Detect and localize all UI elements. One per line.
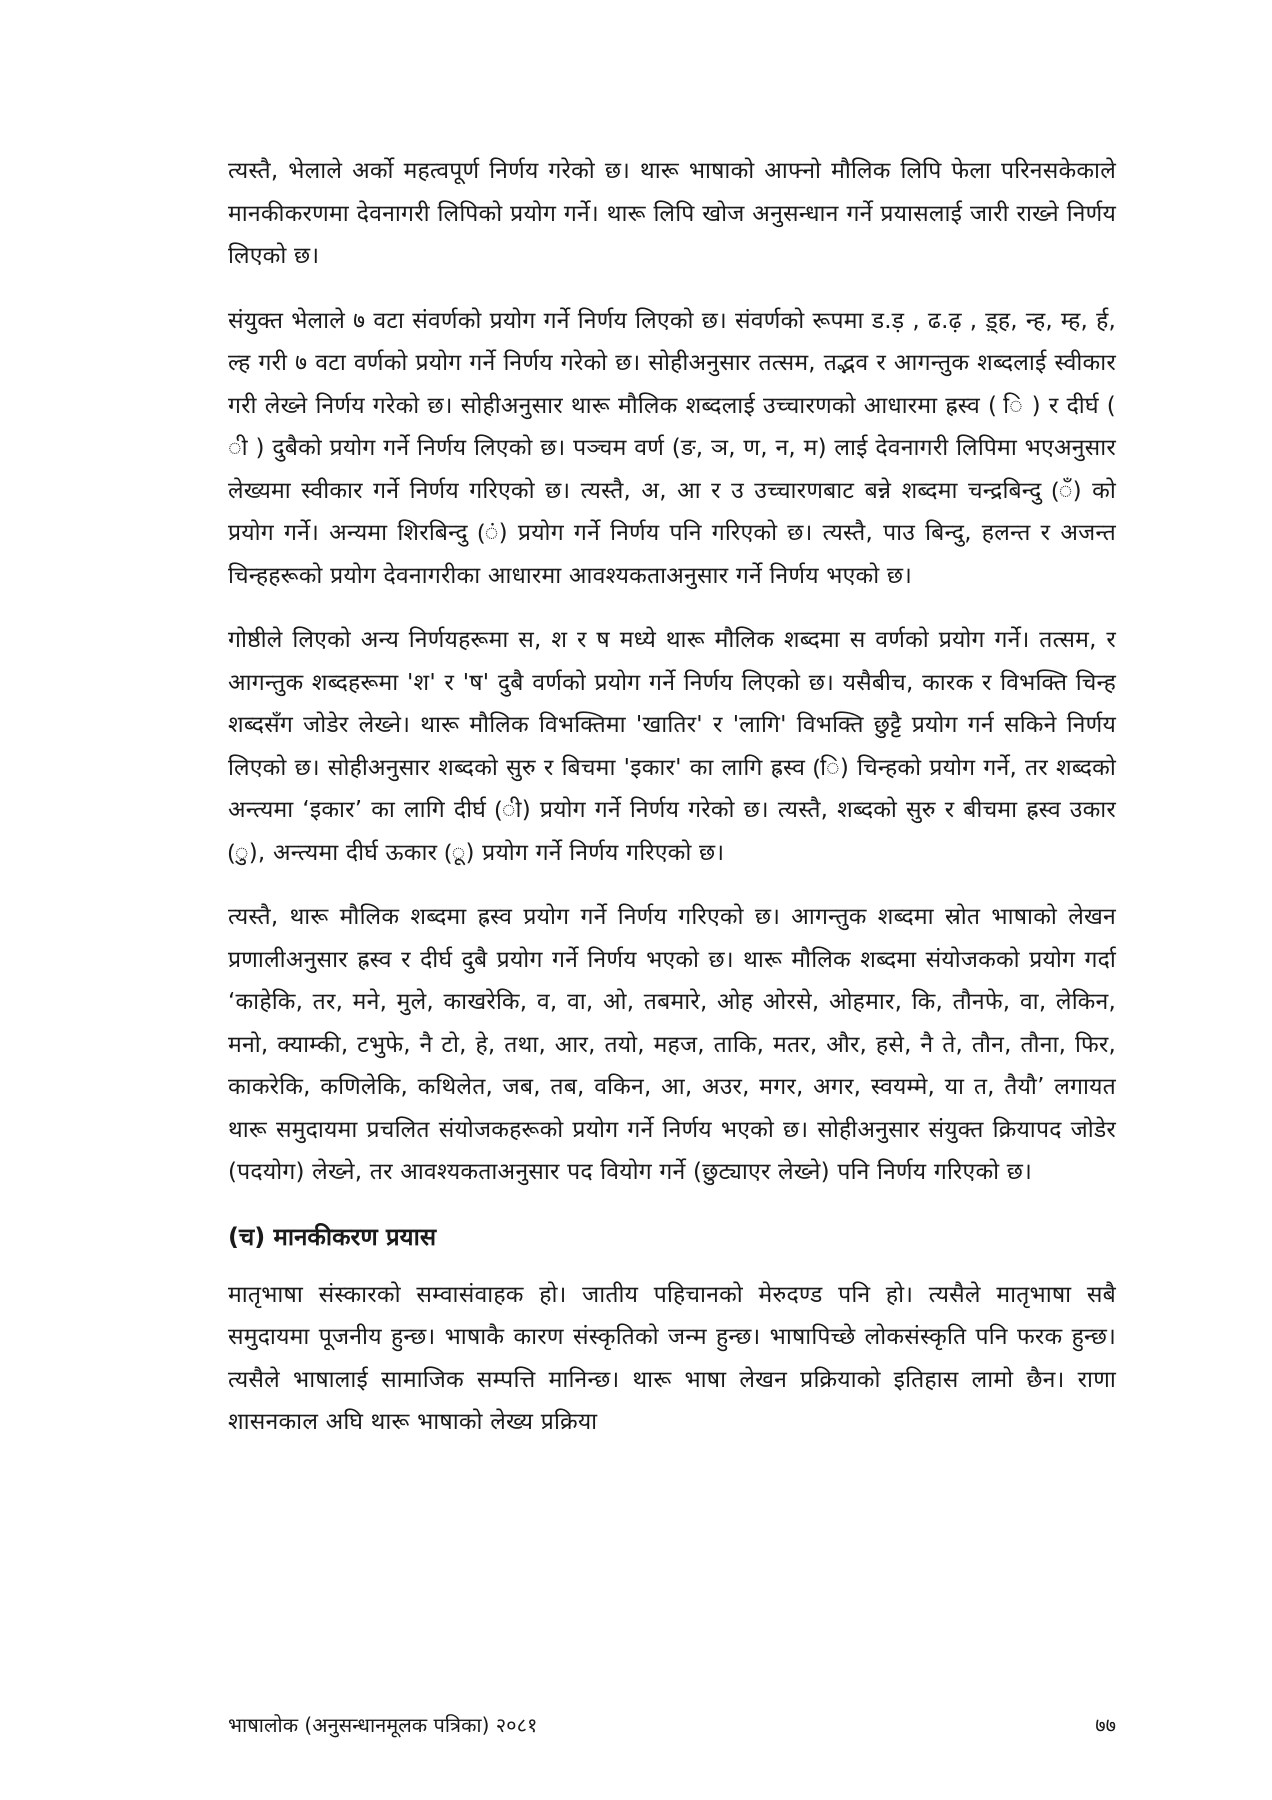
page-number: ७७ xyxy=(1095,1713,1116,1737)
page-content xyxy=(228,150,1116,1466)
journal-title: भाषालोक (अनुसन्धानमूलक पत्रिका) २०८१ xyxy=(228,1713,538,1737)
paragraph-consonant-decision: संयुक्त भेलाले ७ वटा संवर्णको प्रयोग गर्ने निर्णय लिएको छ। संवर्णको रूपमा ड.ड़ , ढ.ढ़ , ड़्ह, न्ह, म्ह, र्ह, ल्ह गरी ७ वटा वर्णको प्रयोग गर्ने निर्णय गरेको छ। सोहीअनुसार तत्सम, तद्भव र आगन्तुक शब्दलाई स्वीकार गरी लेख्ने निर्णय गरेको छ। सोहीअनुसार थारू मौलिक शब्दलाई उच्चारणको आधारमा ह्रस्व ( ि ) र दीर्घ ( ी ) दुबैको प्रयोग गर्ने निर्णय लिएको छ। पञ्चम वर्ण (ङ, ञ, ण, न, म) लाई देवनागरी लिपिमा भएअनुसार लेख्यमा स्वीकार गर्ने निर्णय गरिएको छ। त्यस्तै, अ, आ र उ उच्चारणबाट बन्ने शब्दमा चन्द्रबिन्दु (ँ) को प्रयोग गर्ने। अन्यमा शिरबिन्दु (ं) प्रयोग गर्ने निर्णय पनि गरिएको छ। त्यस्तै, पाउ बिन्दु, हलन्त र अजन्त चिन्हहरूको प्रयोग देवनागरीका आधारमा आवश्यकताअनुसार गर्ने निर्णय भएको छ। xyxy=(228,307,1116,589)
paragraph-sibilant-decision: गोष्ठीले लिएको अन्य निर्णयहरूमा स, श र ष मध्ये थारू मौलिक शब्दमा स वर्णको प्रयोग गर्ने। तत्सम, र आगन्तुक शब्दहरूमा 'श' र 'ष' दुबै वर्णको प्रयोग गर्ने निर्णय लिएको छ। यसैबीच, कारक र विभक्ति चिन्ह शब्दसँग जोडेर लेख्ने। थारू मौलिक विभक्तिमा 'खातिर' र 'लागि' विभक्ति छुट्टै प्रयोग गर्न सकिने निर्णय लिएको छ। सोहीअनुसार शब्दको सुरु र बिचमा 'इकार' का लागि ह्रस्व (ि) चिन्हको प्रयोग गर्ने, तर शब्दको अन्त्यमा ‘इकार’ का लागि दीर्घ (ी) प्रयोग गर्ने निर्णय गरेको छ। त्यस्तै, शब्दको सुरु र बीचमा ह्रस्व उकार (ु), अन्त्यमा दीर्घ ऊकार (ू) प्रयोग गर्ने निर्णय गरिएको छ। xyxy=(228,627,1116,866)
paragraph-standardization-effort: मातृभाषा संस्कारको सम्वासंवाहक हो। जातीय पहिचानको मेरुदण्ड पनि हो। त्यसैले मातृभाषा सबै समुदायमा पूजनीय हुन्छ। भाषाकै कारण संस्कृतिको जन्म हुन्छ। भाषापिच्छे लोकसंस्कृति पनि फरक हुन्छ। त्यसैले भाषालाई सामाजिक सम्पत्ति मानिन्छ। थारू भाषा लेखन प्रक्रियाको इतिहास लामो छैन। राणा शासनकाल अघि थारू भाषाको लेख्य प्रक्रिया xyxy=(228,1281,1116,1435)
paragraph-conjunction-decision: त्यस्तै, थारू मौलिक शब्दमा ह्रस्व प्रयोग गर्ने निर्णय गरिएको छ। आगन्तुक शब्दमा स्रोत भाषाको लेखन प्रणालीअनुसार ह्रस्व र दीर्घ दुबै प्रयोग गर्ने निर्णय भएको छ। थारू मौलिक शब्दमा संयोजकको प्रयोग गर्दा ‘काहेकि, तर, मने, मुले, काखरेकि, व, वा, ओ, तबमारे, ओह ओरसे, ओहमार, कि, तौनफे, वा, लेकिन, मनो, क्याम्की, टभुफे, नै टो, हे, तथा, आर, तयो, महज, ताकि, मतर, और, हसे, नै ते, तौन, तौना, फिर, काकरेकि, कणिलेकि, कथिलेत, जब, तब, वकिन, आ, अउर, मगर, अगर, स्वयम्मे, या त, तैयौ’ लगायत थारू समुदायमा प्रचलित संयोजकहरूको प्रयोग गर्ने निर्णय भएको छ। सोहीअनुसार संयुक्त क्रियापद जोडेर (पदयोग) लेख्ने, तर आवश्यकताअनुसार पद वियोग गर्ने (छुट्याएर लेख्ने) पनि निर्णय गरिएको छ। xyxy=(228,904,1116,1185)
section-heading: (च) मानकीकरण प्रयास xyxy=(228,1222,437,1251)
paragraph-script-decision: त्यस्तै, भेलाले अर्को महत्वपूर्ण निर्णय गरेको छ। थारू भाषाको आफ्नो मौलिक लिपि फेला परिनसकेकाले मानकीकरणमा देवनागरी लिपिको प्रयोग गर्ने। थारू लिपि खोज अनुसन्धान गर्ने प्रयासलाई जारी राख्ने निर्णय लिएको छ। xyxy=(228,158,1116,269)
